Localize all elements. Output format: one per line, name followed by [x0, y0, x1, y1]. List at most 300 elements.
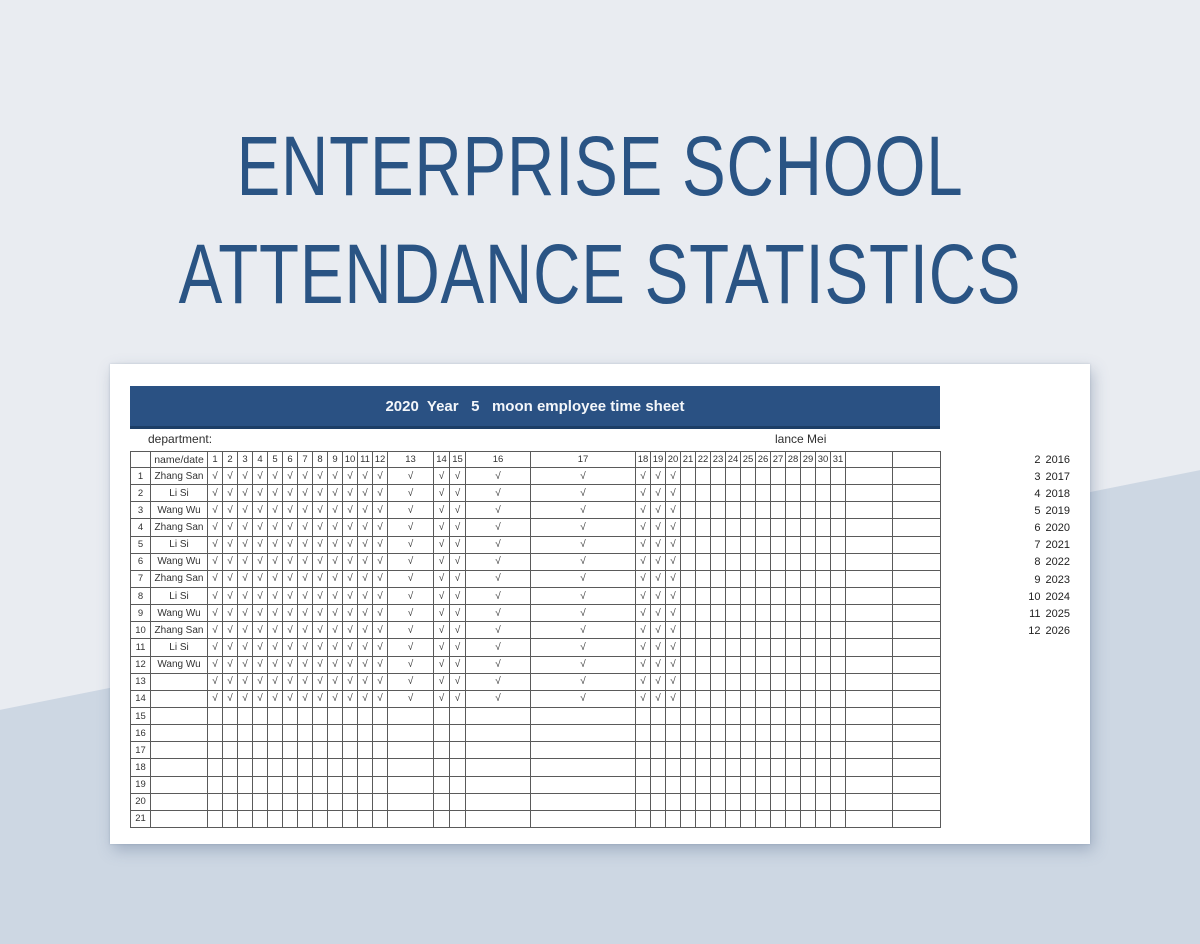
- day-cell-17: √: [531, 639, 636, 656]
- day-cell-2: √: [223, 690, 238, 707]
- day-cell-15: √: [450, 656, 466, 673]
- day-cell-2: √: [223, 673, 238, 690]
- day-cell-29: [801, 536, 816, 553]
- day-cell-29: [801, 690, 816, 707]
- day-cell-13: √: [388, 690, 434, 707]
- day-cell-8: √: [313, 536, 328, 553]
- day-cell-25: [741, 810, 756, 827]
- day-cell-11: [358, 725, 373, 742]
- table-row: [131, 536, 941, 553]
- day-cell-14: √: [434, 553, 450, 570]
- day-cell-4: [253, 725, 268, 742]
- day-header-22: 22: [696, 452, 711, 468]
- day-cell-23: [711, 639, 726, 656]
- day-cell-23: [711, 468, 726, 485]
- day-cell-31: [831, 502, 846, 519]
- month-number: 3: [1034, 470, 1041, 483]
- employee-name: Zhang San: [151, 570, 208, 587]
- day-cell-19: [651, 776, 666, 793]
- day-cell-11: √: [358, 485, 373, 502]
- day-cell-16: √: [466, 502, 531, 519]
- year-list-item: [998, 605, 1070, 622]
- day-cell-6: √: [283, 553, 298, 570]
- day-cell-3: [238, 707, 253, 724]
- day-cell-28: [786, 536, 801, 553]
- day-cell-19: [651, 725, 666, 742]
- day-cell-1: √: [208, 570, 223, 587]
- month-number: 6: [1034, 522, 1041, 535]
- day-cell-29: [801, 502, 816, 519]
- day-cell-30: [816, 468, 831, 485]
- employee-name: Zhang San: [151, 622, 208, 639]
- table-row: [131, 639, 941, 656]
- day-cell-4: √: [253, 656, 268, 673]
- year-number: 2023: [1045, 573, 1070, 586]
- day-cell-24: [726, 793, 741, 810]
- day-cell-1: √: [208, 587, 223, 604]
- day-cell-20: [666, 810, 681, 827]
- day-cell-31: [831, 759, 846, 776]
- day-cell-16: √: [466, 656, 531, 673]
- day-cell-1: √: [208, 673, 223, 690]
- year-number: 2020: [1045, 522, 1070, 535]
- day-cell-23: [711, 725, 726, 742]
- day-cell-17: [531, 810, 636, 827]
- day-cell-7: [298, 793, 313, 810]
- trailing-cell-2: [893, 519, 941, 536]
- day-cell-10: √: [343, 639, 358, 656]
- day-cell-4: √: [253, 519, 268, 536]
- day-cell-8: √: [313, 605, 328, 622]
- day-cell-7: √: [298, 502, 313, 519]
- day-cell-14: [434, 810, 450, 827]
- day-cell-19: √: [651, 553, 666, 570]
- day-cell-28: [786, 485, 801, 502]
- day-cell-7: [298, 707, 313, 724]
- day-header-26: 26: [756, 452, 771, 468]
- day-cell-16: [466, 810, 531, 827]
- day-cell-20: √: [666, 587, 681, 604]
- day-cell-18: [636, 725, 651, 742]
- day-cell-3: √: [238, 553, 253, 570]
- day-cell-25: [741, 656, 756, 673]
- day-cell-18: [636, 793, 651, 810]
- day-cell-18: [636, 810, 651, 827]
- day-cell-25: [741, 759, 756, 776]
- day-cell-20: [666, 742, 681, 759]
- day-cell-7: √: [298, 536, 313, 553]
- day-cell-28: [786, 553, 801, 570]
- trailing-cell-2: [893, 502, 941, 519]
- day-cell-24: [726, 519, 741, 536]
- day-cell-4: √: [253, 485, 268, 502]
- day-header-4: 4: [253, 452, 268, 468]
- day-cell-8: [313, 793, 328, 810]
- day-cell-28: [786, 759, 801, 776]
- day-cell-2: [223, 725, 238, 742]
- day-cell-22: [696, 810, 711, 827]
- day-cell-1: √: [208, 690, 223, 707]
- day-cell-22: [696, 639, 711, 656]
- month-number: 9: [1034, 573, 1041, 586]
- day-cell-25: [741, 536, 756, 553]
- day-cell-1: √: [208, 656, 223, 673]
- day-cell-15: [450, 810, 466, 827]
- day-cell-30: [816, 793, 831, 810]
- day-cell-19: √: [651, 587, 666, 604]
- day-cell-18: [636, 776, 651, 793]
- day-cell-26: [756, 536, 771, 553]
- day-cell-2: [223, 793, 238, 810]
- day-cell-14: √: [434, 656, 450, 673]
- day-cell-26: [756, 468, 771, 485]
- year-number: 2025: [1045, 607, 1070, 620]
- trailing-header-1: [846, 452, 893, 468]
- day-cell-12: √: [373, 519, 388, 536]
- day-cell-16: [466, 725, 531, 742]
- year-number: 2024: [1045, 590, 1070, 603]
- day-cell-18: [636, 759, 651, 776]
- day-cell-13: [388, 707, 434, 724]
- day-cell-14: √: [434, 570, 450, 587]
- day-cell-26: [756, 587, 771, 604]
- day-cell-11: √: [358, 673, 373, 690]
- day-cell-6: [283, 725, 298, 742]
- day-cell-5: [268, 707, 283, 724]
- day-cell-18: √: [636, 622, 651, 639]
- day-cell-21: [681, 639, 696, 656]
- day-cell-14: √: [434, 468, 450, 485]
- day-cell-15: [450, 759, 466, 776]
- day-cell-20: √: [666, 570, 681, 587]
- day-cell-27: [771, 536, 786, 553]
- day-cell-21: [681, 622, 696, 639]
- day-cell-25: [741, 605, 756, 622]
- day-cell-16: √: [466, 536, 531, 553]
- day-cell-2: [223, 776, 238, 793]
- day-cell-5: √: [268, 468, 283, 485]
- day-cell-21: [681, 605, 696, 622]
- day-cell-5: √: [268, 587, 283, 604]
- day-cell-10: √: [343, 605, 358, 622]
- row-number: 20: [131, 793, 151, 810]
- day-cell-19: √: [651, 690, 666, 707]
- day-cell-4: √: [253, 639, 268, 656]
- day-cell-24: [726, 759, 741, 776]
- day-cell-29: [801, 673, 816, 690]
- day-cell-8: √: [313, 639, 328, 656]
- day-cell-23: [711, 793, 726, 810]
- day-cell-26: [756, 810, 771, 827]
- day-cell-27: [771, 587, 786, 604]
- day-cell-10: √: [343, 690, 358, 707]
- day-cell-2: [223, 759, 238, 776]
- day-cell-29: [801, 742, 816, 759]
- day-cell-9: √: [328, 605, 343, 622]
- day-cell-11: √: [358, 656, 373, 673]
- day-cell-2: √: [223, 519, 238, 536]
- day-cell-9: √: [328, 622, 343, 639]
- day-cell-31: [831, 810, 846, 827]
- day-cell-23: [711, 656, 726, 673]
- employee-name: [151, 810, 208, 827]
- day-cell-9: √: [328, 502, 343, 519]
- row-number: 15: [131, 707, 151, 724]
- day-cell-8: [313, 810, 328, 827]
- day-cell-21: [681, 587, 696, 604]
- day-cell-9: √: [328, 519, 343, 536]
- day-cell-4: [253, 776, 268, 793]
- day-cell-18: [636, 707, 651, 724]
- day-cell-19: [651, 707, 666, 724]
- day-cell-10: [343, 776, 358, 793]
- day-cell-11: √: [358, 587, 373, 604]
- day-cell-15: √: [450, 605, 466, 622]
- day-cell-20: √: [666, 485, 681, 502]
- trailing-cell-1: [846, 536, 893, 553]
- day-cell-13: √: [388, 519, 434, 536]
- day-cell-19: √: [651, 468, 666, 485]
- day-cell-15: [450, 742, 466, 759]
- day-cell-1: √: [208, 519, 223, 536]
- day-cell-31: [831, 570, 846, 587]
- day-cell-18: √: [636, 587, 651, 604]
- employee-name: Wang Wu: [151, 553, 208, 570]
- day-cell-13: [388, 776, 434, 793]
- day-cell-7: √: [298, 639, 313, 656]
- day-cell-11: [358, 810, 373, 827]
- day-cell-19: [651, 793, 666, 810]
- day-cell-3: √: [238, 690, 253, 707]
- day-cell-10: √: [343, 570, 358, 587]
- trailing-cell-1: [846, 793, 893, 810]
- trailing-cell-1: [846, 468, 893, 485]
- day-cell-9: [328, 707, 343, 724]
- day-cell-30: [816, 656, 831, 673]
- day-cell-2: [223, 742, 238, 759]
- day-header-5: 5: [268, 452, 283, 468]
- day-cell-11: √: [358, 639, 373, 656]
- day-header-24: 24: [726, 452, 741, 468]
- day-cell-18: √: [636, 690, 651, 707]
- day-cell-1: [208, 759, 223, 776]
- day-cell-15: [450, 725, 466, 742]
- day-cell-24: [726, 707, 741, 724]
- day-cell-7: √: [298, 605, 313, 622]
- day-cell-16: √: [466, 519, 531, 536]
- day-cell-1: [208, 776, 223, 793]
- day-cell-31: [831, 725, 846, 742]
- day-header-12: 12: [373, 452, 388, 468]
- day-cell-6: √: [283, 502, 298, 519]
- day-header-6: 6: [283, 452, 298, 468]
- day-cell-20: [666, 759, 681, 776]
- day-cell-28: [786, 605, 801, 622]
- table-row: [131, 502, 941, 519]
- day-cell-25: [741, 725, 756, 742]
- day-cell-2: √: [223, 656, 238, 673]
- day-cell-6: √: [283, 536, 298, 553]
- day-cell-18: √: [636, 519, 651, 536]
- attendance-table: [130, 451, 941, 828]
- day-cell-12: [373, 776, 388, 793]
- day-cell-20: √: [666, 519, 681, 536]
- day-cell-17: √: [531, 536, 636, 553]
- day-cell-2: √: [223, 502, 238, 519]
- day-cell-21: [681, 536, 696, 553]
- day-cell-1: [208, 793, 223, 810]
- day-cell-26: [756, 759, 771, 776]
- day-cell-28: [786, 742, 801, 759]
- table-row: [131, 793, 941, 810]
- day-cell-2: √: [223, 570, 238, 587]
- employee-name: Zhang San: [151, 519, 208, 536]
- day-cell-22: [696, 690, 711, 707]
- row-number: 4: [131, 519, 151, 536]
- day-cell-28: [786, 810, 801, 827]
- day-cell-18: √: [636, 468, 651, 485]
- day-cell-13: √: [388, 673, 434, 690]
- day-cell-27: [771, 519, 786, 536]
- day-cell-8: √: [313, 570, 328, 587]
- day-cell-13: √: [388, 622, 434, 639]
- day-cell-25: [741, 776, 756, 793]
- day-cell-31: [831, 690, 846, 707]
- day-cell-4: √: [253, 605, 268, 622]
- employee-name: Li Si: [151, 639, 208, 656]
- day-cell-23: [711, 553, 726, 570]
- row-number: 13: [131, 673, 151, 690]
- day-cell-12: √: [373, 553, 388, 570]
- day-cell-24: [726, 639, 741, 656]
- day-cell-17: [531, 725, 636, 742]
- day-cell-4: [253, 707, 268, 724]
- row-number: 3: [131, 502, 151, 519]
- day-cell-19: √: [651, 673, 666, 690]
- month-number: 12: [1028, 624, 1041, 637]
- day-cell-1: √: [208, 605, 223, 622]
- day-cell-19: √: [651, 485, 666, 502]
- day-cell-7: [298, 810, 313, 827]
- day-cell-17: √: [531, 519, 636, 536]
- day-cell-7: √: [298, 468, 313, 485]
- day-cell-14: √: [434, 605, 450, 622]
- day-cell-12: [373, 793, 388, 810]
- day-cell-14: [434, 742, 450, 759]
- day-cell-24: [726, 502, 741, 519]
- day-cell-13: √: [388, 553, 434, 570]
- day-cell-30: [816, 485, 831, 502]
- day-cell-12: √: [373, 622, 388, 639]
- day-cell-5: √: [268, 622, 283, 639]
- day-cell-10: √: [343, 587, 358, 604]
- day-cell-10: √: [343, 468, 358, 485]
- day-cell-27: [771, 810, 786, 827]
- day-cell-5: √: [268, 673, 283, 690]
- day-cell-23: [711, 536, 726, 553]
- trailing-cell-1: [846, 587, 893, 604]
- day-cell-27: [771, 485, 786, 502]
- day-cell-27: [771, 639, 786, 656]
- day-cell-7: √: [298, 485, 313, 502]
- trailing-cell-2: [893, 725, 941, 742]
- day-cell-6: √: [283, 605, 298, 622]
- day-cell-10: √: [343, 622, 358, 639]
- day-cell-12: √: [373, 656, 388, 673]
- day-cell-9: √: [328, 570, 343, 587]
- day-cell-7: √: [298, 587, 313, 604]
- day-header-15: 15: [450, 452, 466, 468]
- trailing-cell-1: [846, 776, 893, 793]
- day-cell-5: √: [268, 485, 283, 502]
- day-cell-21: [681, 485, 696, 502]
- day-cell-1: √: [208, 622, 223, 639]
- day-cell-27: [771, 776, 786, 793]
- day-cell-26: [756, 742, 771, 759]
- day-cell-1: [208, 810, 223, 827]
- day-cell-15: √: [450, 690, 466, 707]
- day-cell-25: [741, 793, 756, 810]
- day-cell-29: [801, 605, 816, 622]
- day-cell-22: [696, 553, 711, 570]
- day-cell-31: [831, 742, 846, 759]
- day-cell-10: √: [343, 553, 358, 570]
- day-cell-31: [831, 639, 846, 656]
- day-cell-16: [466, 759, 531, 776]
- day-cell-8: √: [313, 519, 328, 536]
- employee-name: Wang Wu: [151, 656, 208, 673]
- day-cell-14: [434, 759, 450, 776]
- day-cell-31: [831, 605, 846, 622]
- day-cell-3: √: [238, 519, 253, 536]
- day-cell-30: [816, 570, 831, 587]
- day-cell-4: √: [253, 553, 268, 570]
- employee-name: [151, 759, 208, 776]
- trailing-cell-1: [846, 690, 893, 707]
- day-cell-4: √: [253, 690, 268, 707]
- day-header-31: 31: [831, 452, 846, 468]
- day-cell-24: [726, 725, 741, 742]
- day-cell-24: [726, 810, 741, 827]
- trailing-cell-2: [893, 622, 941, 639]
- table-row: [131, 742, 941, 759]
- day-cell-1: [208, 707, 223, 724]
- page-title-line1: ENTERPRISE SCHOOL: [236, 119, 964, 213]
- day-cell-20: √: [666, 502, 681, 519]
- row-number: 17: [131, 742, 151, 759]
- day-cell-11: √: [358, 468, 373, 485]
- day-cell-22: [696, 587, 711, 604]
- year-number: 2021: [1045, 539, 1070, 552]
- year-list-item: [998, 537, 1070, 554]
- day-cell-1: √: [208, 468, 223, 485]
- table-row: [131, 570, 941, 587]
- year-dropdown-list: [998, 451, 1070, 640]
- day-cell-11: √: [358, 570, 373, 587]
- day-cell-10: √: [343, 673, 358, 690]
- day-cell-14: [434, 725, 450, 742]
- day-cell-15: √: [450, 485, 466, 502]
- trailing-cell-1: [846, 553, 893, 570]
- day-cell-28: [786, 639, 801, 656]
- day-cell-4: √: [253, 622, 268, 639]
- day-cell-22: [696, 793, 711, 810]
- day-cell-17: √: [531, 587, 636, 604]
- day-cell-6: [283, 810, 298, 827]
- trailing-cell-2: [893, 553, 941, 570]
- day-cell-15: √: [450, 468, 466, 485]
- day-cell-5: √: [268, 570, 283, 587]
